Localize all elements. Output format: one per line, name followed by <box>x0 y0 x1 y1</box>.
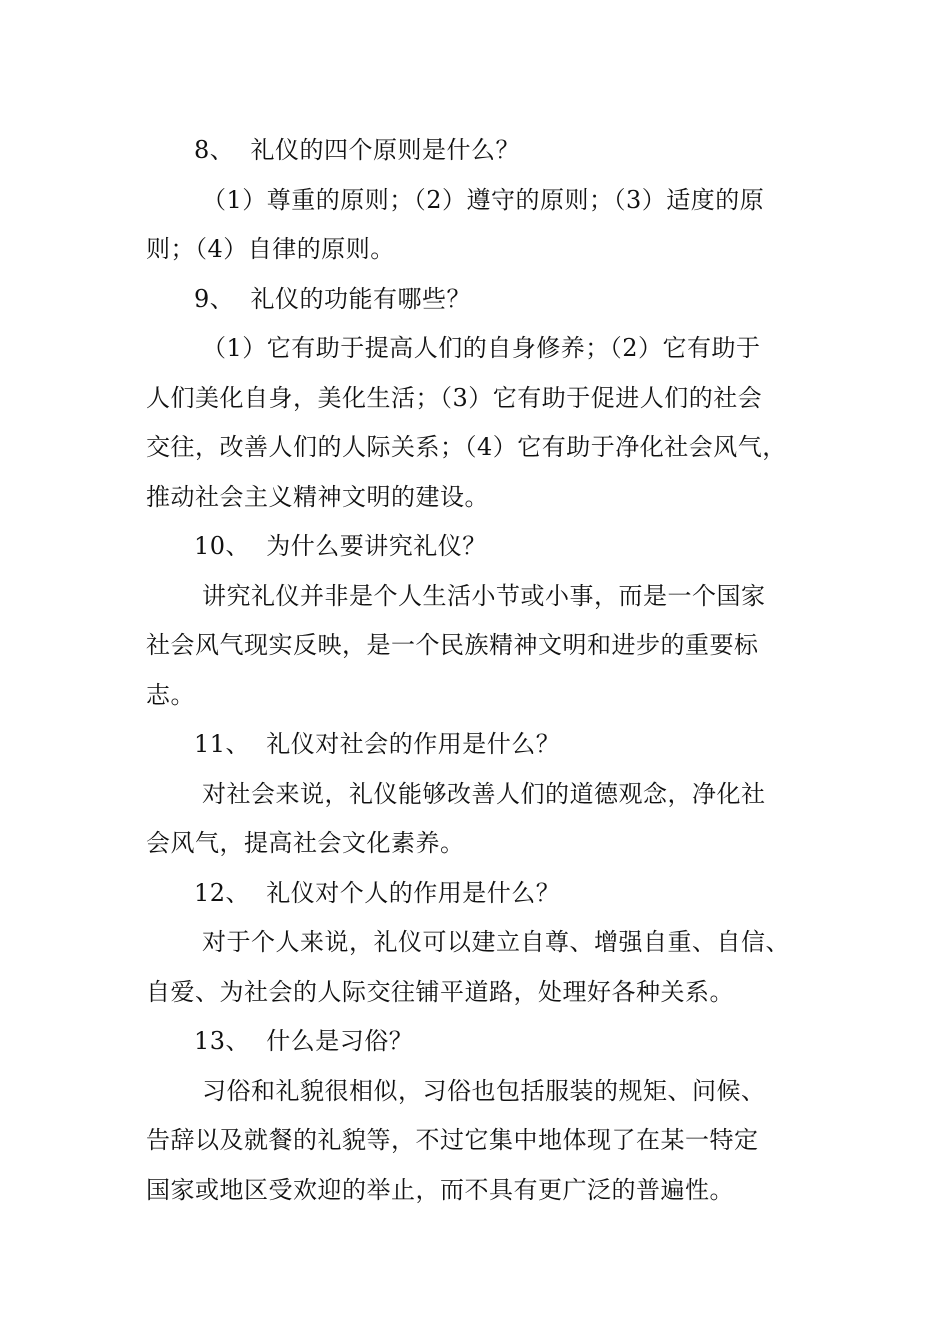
answer-13-line-3: 国家或地区受欢迎的举止，而不具有更广泛的普遍性。 <box>146 1175 734 1204</box>
answer-12-line-1: 对于个人来说，礼仪可以建立自尊、增强自重、自信、 <box>202 928 790 956</box>
answer-11-line-1: 对社会来说，礼仪能够改善人们的道德观念，净化社 <box>202 779 766 808</box>
document-body <box>146 126 826 1215</box>
answer-9-line-2: 人们美化自身，美化生活；（3）它有助于促进人们的社会 <box>146 383 763 412</box>
answer-10-line-3: 志。 <box>146 680 195 709</box>
answer-10-line-2: 社会风气现实反映，是一个民族精神文明和进步的重要标 <box>146 631 759 659</box>
answer-13-line-2: 告辞以及就餐的礼貌等，不过它集中地体现了在某一特定 <box>146 1126 759 1154</box>
question-10: 10、 为什么要讲究礼仪？ <box>194 532 487 560</box>
answer-8-line-1: （1）尊重的原则；（2）遵守的原则；（3）适度的原 <box>202 185 765 214</box>
answer-9-line-1: （1）它有助于提高人们的自身修养；（2）它有助于 <box>202 334 761 362</box>
answer-8-line-2: 则；（4）自律的原则。 <box>146 235 395 263</box>
question-12: 12、 礼仪对个人的作用是什么？ <box>194 878 561 907</box>
question-9: 9、 礼仪的功能有哪些？ <box>194 284 472 313</box>
question-11: 11、 礼仪对社会的作用是什么？ <box>194 730 561 758</box>
question-13: 13、 什么是习俗？ <box>194 1027 414 1055</box>
question-8: 8、 礼仪的四个原则是什么？ <box>194 136 521 164</box>
answer-9-line-3: 交往，改善人们的人际关系；（4）它有助于净化社会风气， <box>146 433 787 461</box>
answer-12-line-2: 自爱、为社会的人际交往铺平道路，处理好各种关系。 <box>146 977 734 1006</box>
answer-11-line-2: 会风气，提高社会文化素养。 <box>146 829 465 857</box>
answer-9-line-4: 推动社会主义精神文明的建设。 <box>146 482 489 511</box>
answer-13-line-1: 习俗和礼貌很相似，习俗也包括服装的规矩、问候、 <box>202 1076 766 1105</box>
answer-10-line-1: 讲究礼仪并非是个人生活小节或小事，而是一个国家 <box>202 581 766 610</box>
